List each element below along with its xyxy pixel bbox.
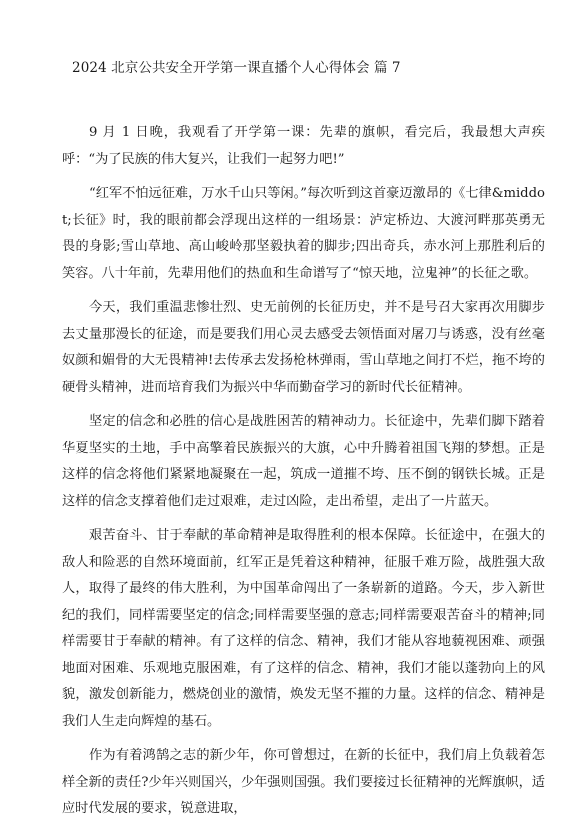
document-body [62, 120, 545, 818]
paragraph-1: 9 月 1 日晚，我观看了开学第一课：先辈的旗帜，看完后，我最想大声疾呼：“为了民族的伟大复兴，让我们一起努力吧!” [62, 125, 545, 167]
paragraph-5: 艰苦奋斗、甘于奉献的革命精神是取得胜利的根本保障。长征途中，在强大的敌人和险恶的自然环境面前，红军正是凭着这种精神，征服千难万险，战胜强大敌人，取得了最终的伟大胜利，为中国革命闯出了一条崭新的道路。今天，步入新世纪的我们，同样需要坚定的信念;同样需要坚强的意志;同样需要艰苦奋斗的精神;同样需要甘于奉献的精神。有了这样的信念、精神，我们才能从容地藐视困难、顽强地面对困难、乐观地克服困难，有了这样的信念、精神，我们才能以蓬勃向上的风貌，激发创新能力，燃烧创业的激情，焕发无坚不摧的力量。这样的信念、精神是我们人生走向辉煌的基石。 [62, 528, 545, 729]
paragraph-4: 坚定的信念和必胜的信心是战胜困苦的精神动力。长征途中，先辈们脚下踏着华夏坚实的土地，手中高擎着民族振兴的大旗，心中升腾着祖国飞翔的梦想。正是这样的信念将他们紧紧地凝聚在一起，筑成一道摧不垮、压不倒的钢铁长城。正是这样的信念支撑着他们走过艰难，走过凶险，走出希望，走出了一片蓝天。 [62, 414, 545, 509]
document-title: 2024 北京公共安全开学第一课直播个人心得体会 篇 7 [72, 60, 401, 76]
paragraph-6: 作为有着鸿鹄之志的新少年，你可曾想过，在新的长征中，我们肩上负载着怎样全新的责任?少年兴则国兴，少年强则国强。我们要接过长征精神的光辉旗帜，适应时代发展的要求，锐意进取， [62, 748, 545, 816]
paragraph-2: “红军不怕远征难，万水千山只等闲。”每次听到这首豪迈激昂的《七律&middot;长征》时，我的眼前都会浮现出这样的一组场景：泸定桥边、大渡河畔那英勇无畏的身影;雪山草地、高山峻岭那坚毅执着的脚步;四出奇兵，赤水河上那胜利后的笑容。八十年前，先辈用他们的热血和生命谱写了“惊天地，泣鬼神”的长征之歌。 [62, 186, 545, 281]
paragraph-3: 今天，我们重温悲惨壮烈、史无前例的长征历史，并不是号召大家再次用脚步去丈量那漫长的征途，而是要我们用心灵去感受去领悟面对屠刀与诱惑，没有丝毫奴颜和媚骨的大无畏精神!去传承去发扬枪林弹雨，雪山草地之间打不烂，拖不垮的硬骨头精神，进而培育我们为振兴中华而勤奋学习的新时代长征精神。 [62, 300, 545, 395]
